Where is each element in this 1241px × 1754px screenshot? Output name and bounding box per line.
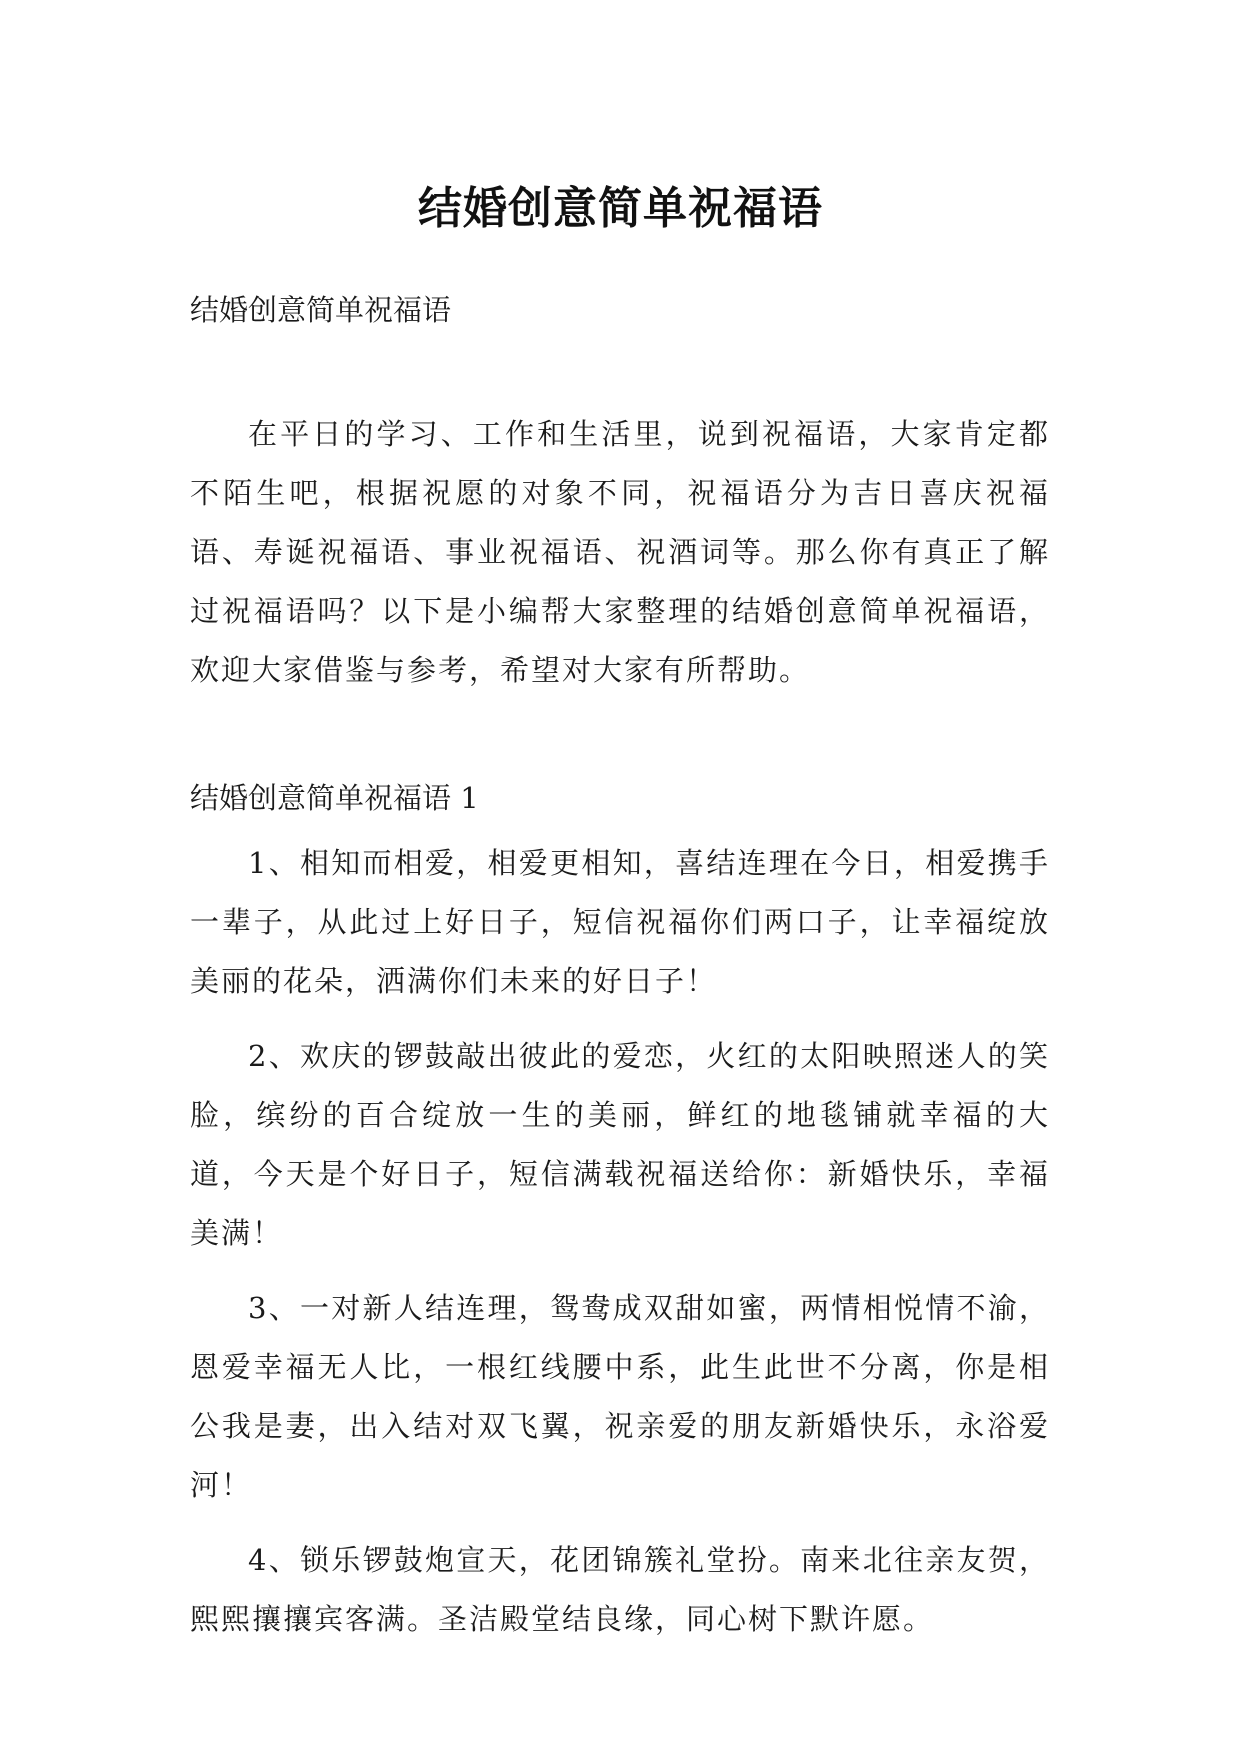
blessing-item-3: 3、一对新人结连理，鸳鸯成双甜如蜜，两情相悦情不渝，恩爱幸福无人比，一根红线腰中系，此生此世不分离，你是相公我是妻，出入结对双飞翼，祝亲爱的朋友新婚快乐，永浴爱河！ [190,1291,1050,1502]
section-heading: 结婚创意简单祝福语 1 [190,781,479,815]
blessing-item-1: 1、相知而相爱，相爱更相知，喜结连理在今日，相爱携手一辈子，从此过上好日子，短信祝福你们两口子，让幸福绽放美丽的花朵，洒满你们未来的好日子！ [190,846,1050,998]
document-subtitle: 结婚创意简单祝福语 [190,293,452,327]
document-title: 结婚创意简单祝福语 [418,183,823,235]
blessing-item-2: 2、欢庆的锣鼓敲出彼此的爱恋，火红的太阳映照迷人的笑脸，缤纷的百合绽放一生的美丽，鲜红的地毯铺就幸福的大道，今天是个好日子，短信满载祝福送给你：新婚快乐，幸福美满！ [190,1039,1050,1250]
blessing-item-4: 4、锁乐锣鼓炮宣天，花团锦簇礼堂扮。南来北往亲友贺，熙熙攘攘宾客满。圣洁殿堂结良缘，同心树下默许愿。 [190,1543,1050,1636]
intro-paragraph: 在平日的学习、工作和生活里，说到祝福语，大家肯定都不陌生吧，根据祝愿的对象不同，祝福语分为吉日喜庆祝福语、寿诞祝福语、事业祝福语、祝酒词等。那么你有真正了解过祝福语吗？以下是小编帮大家整理的结婚创意简单祝福语，欢迎大家借鉴与参考，希望对大家有所帮助。 [190,417,1050,687]
document-body [190,290,1050,1649]
